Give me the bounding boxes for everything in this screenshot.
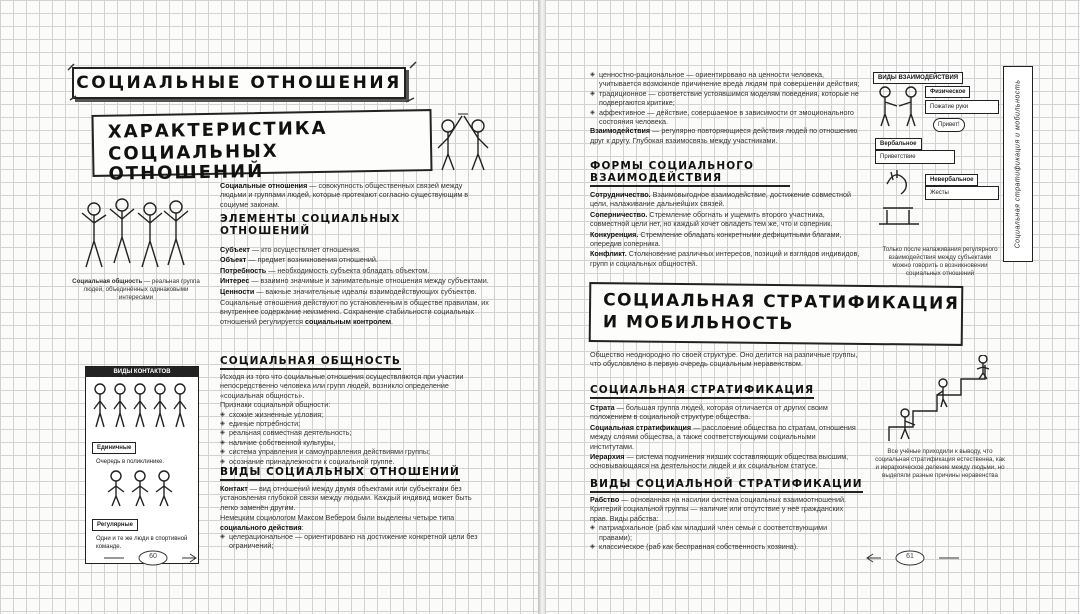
weber-paragraph	[220, 513, 490, 532]
verbal-text: Приветствие	[875, 150, 955, 164]
weber-term: социального действия	[220, 522, 302, 532]
stability-end: .	[391, 316, 394, 326]
form-text: Стремление обогнать и ущемить второго участника, совместной цели нет, но каждый хочет овладеть тем же, что и соперник.	[590, 209, 833, 229]
interaction-illustration	[873, 84, 925, 234]
strat-term: Социальная стратификация	[590, 422, 692, 432]
slavery-type-item: ◈ патриархальное (раб как младший член семьи с соответствующими правами);	[590, 523, 860, 542]
element-term: Субъект	[220, 245, 250, 254]
nonverbal-text: Жесты	[925, 186, 999, 200]
strat-item	[590, 452, 860, 471]
weber-item: ◈ целерациональное — ориентировано на достижение конкретной цели без ограничений;	[220, 532, 490, 551]
community-illustration	[72, 197, 200, 275]
contacts-panel	[85, 366, 199, 564]
sign-item: ◈ осознание принадлежности к социальной группе.	[220, 457, 490, 466]
form-text: Столкновение различных интересов, позиций и взглядов индивидов, групп и социальных общностей.	[590, 249, 860, 268]
sign-item: ◈ единые потребности;	[220, 419, 490, 428]
speech-bubble: Привет!	[933, 118, 965, 132]
forms-list	[590, 190, 860, 268]
element-text: — кто осуществляет отношения.	[249, 245, 361, 254]
form-item	[590, 230, 860, 249]
strat-text: — система подчинения низших составляющих общества высшим, основывающаяся на деятельности людей и их социальном статусе.	[590, 452, 849, 471]
slavery-types-list	[590, 523, 860, 551]
interaction-term: Взаимодействия	[590, 126, 651, 136]
form-term: Конкуренция.	[590, 229, 639, 239]
contact-text: — вид отношений между двумя объектами или субъектами без установления глубокой связи между людьми. Каждый индивид может быть легко заменён другим.	[220, 484, 472, 512]
high-five-illustration	[428, 112, 498, 174]
queue-illustration	[86, 381, 194, 431]
sign-item: ◈ наличие собственной культуры,	[220, 438, 490, 447]
single-contact-text: Очередь в поликлинике.	[92, 456, 192, 468]
side-tab	[1003, 66, 1033, 262]
strat-text: — расслоение общества по стратам, отношения между слоями общества, а также соответствующими социальными институтами.	[590, 422, 856, 451]
community-text: Исходя из того что социальные отношения осуществляются при участии непосредственно человека или групп людей, возникло определение «социальная общность».	[220, 372, 464, 400]
strat-item	[590, 423, 860, 451]
right-page	[545, 0, 1080, 614]
community-section	[220, 372, 490, 466]
element-text: — взаимно значимые и занимательные отношения между субъектами.	[249, 276, 489, 286]
element-item	[220, 245, 490, 254]
team-illustration	[86, 468, 194, 508]
element-item	[220, 255, 490, 264]
contacts-box-title: ВИДЫ КОНТАКТОВ	[86, 367, 198, 377]
elements-list	[220, 245, 490, 326]
strat-item	[590, 403, 860, 422]
sign-item: ◈ система управления и самоуправления действиями группы;	[220, 447, 490, 456]
element-item	[220, 266, 490, 275]
elements-heading: ЭЛЕМЕНТЫ СОЦИАЛЬНЫХ ОТНОШЕНИЙ	[220, 213, 401, 237]
society-paragraph: Общество неоднородно по своей структуре. Оно делится на различные группы, что обусловлено в первую очередь социальным неравенством.	[590, 350, 858, 369]
interaction-text: — регулярно повторяющиеся действия людей по отношению друг к другу. Глубокая взаимосвязь между участниками.	[590, 126, 858, 145]
caption-text: — реальная группа людей, объединённых одинаковыми интересами	[83, 278, 200, 301]
action-type-item: ◈ аффективное — действие, совершаемое в зависимости от эмоционального состояния человека.	[590, 108, 860, 127]
form-term: Сотрудничество.	[590, 190, 651, 199]
action-types-list	[590, 70, 860, 126]
nonverbal-label: Невербальное	[925, 174, 978, 186]
strat-list	[590, 403, 860, 471]
single-contact-label: Единичные	[92, 442, 136, 454]
slavery-type-item: ◈ классическое (раб как бесправная собственность хозяина).	[590, 542, 860, 551]
intro-term: Социальные отношения	[220, 181, 308, 190]
kinds-section	[590, 495, 860, 551]
banner-scribble	[60, 60, 420, 105]
element-term: Интерес	[220, 276, 250, 286]
element-text: — предмет возникновения отношений.	[246, 255, 378, 265]
stability-term: социальным контролем	[305, 316, 392, 326]
strat-title-line2: И МОБИЛЬНОСТЬ	[602, 312, 794, 335]
form-text: Взаимовыгодное взаимодействие, достижение совместной цели, налаживание дальнейших связей.	[590, 190, 851, 209]
top-bullets	[590, 70, 860, 145]
sign-item: ◈ схожие жизненные условия;	[220, 410, 490, 419]
types-section	[220, 484, 490, 551]
slavery-text: — основанная на насилии система социальных взаимоотношений. Критерий социальной группы — наличие или отсутствие у неё гражданских прав. Виды рабства:	[590, 495, 846, 523]
caption-term: Социальная общность	[72, 278, 143, 285]
strat-text: — большая группа людей, которая отличается от других своим положением в социальной структуре общества.	[590, 403, 828, 422]
intro-paragraph	[220, 181, 490, 209]
stability-paragraph	[220, 298, 490, 326]
form-item	[590, 190, 860, 209]
main-title: СОЦИАЛЬНЫЕ ОТНОШЕНИЯ	[76, 73, 402, 93]
chapter-title-line1: ХАРАКТЕРИСТИКА	[107, 117, 328, 143]
chapter-title-line2: СОЦИАЛЬНЫХ ОТНОШЕНИЙ	[107, 140, 279, 185]
element-term: Потребность	[220, 265, 267, 275]
weber-end: :	[301, 522, 304, 532]
stairs-illustration	[885, 355, 1005, 445]
signs-label: Признаки социальной общности:	[220, 400, 331, 410]
strat-title-line1: СОЦИАЛЬНАЯ СТРАТИФИКАЦИЯ	[603, 290, 960, 314]
signs-list	[220, 410, 490, 466]
side-tab-text: Социальная стратификация и мобильность	[1014, 79, 1022, 249]
form-term: Соперничество.	[590, 209, 648, 219]
interaction-caption: Только после налаживания регулярного взаимодействия между субъектами можно говорить о возникновении социальных отношений	[882, 246, 998, 277]
community-heading: СОЦИАЛЬНАЯ ОБЩНОСТЬ	[220, 355, 401, 370]
element-term: Объект	[220, 255, 247, 265]
community-caption	[70, 278, 202, 302]
intro-text: — совокупность общественных связей между людьми и группами людей, которые протекают согласно существующим в социуме законам.	[220, 181, 469, 209]
element-term: Ценности	[220, 286, 255, 296]
interactions-panel	[873, 66, 1000, 244]
interaction-paragraph	[590, 126, 860, 145]
action-type-item: ◈ традиционное — соответствие устоявшимся моделям поведения, которые не подвергаются критике;	[590, 89, 860, 108]
form-item	[590, 249, 860, 268]
action-type-item: ◈ ценностно-рациональное — ориентировано на ценности человека, учитывается возможное причинение вреда людям при совершении действия;	[590, 70, 860, 89]
physical-label: Физическое	[925, 86, 970, 98]
forms-heading: ФОРМЫ СОЦИАЛЬНОГО ВЗАИМОДЕЙСТВИЯ	[590, 160, 790, 187]
regular-contact-text: Одни и те же люди в спортивной команде.	[92, 533, 192, 553]
element-text: — важные значительные идеалы взаимодействующих субъектов.	[254, 286, 477, 296]
form-item	[590, 210, 860, 229]
form-text: Стремление обладать конкретными дефицитными благами, опередив соперника.	[590, 229, 842, 249]
left-page-number: 60	[149, 553, 157, 560]
verbal-label: Вербальное	[875, 138, 922, 150]
element-item	[220, 276, 490, 285]
physical-text: Пожатие руки	[925, 100, 999, 114]
weber-list	[220, 532, 490, 551]
kinds-heading: ВИДЫ СОЦИАЛЬНОЙ СТРАТИФИКАЦИИ	[590, 478, 863, 493]
stability-text: Социальные отношения действуют по установленным в обществе правилам, их внутреннее содержание неизменно. Сохранение стабильности социальных отношений регулируется	[220, 298, 489, 326]
contact-paragraph	[220, 484, 490, 512]
form-term: Конфликт.	[590, 249, 627, 259]
strat-term: Страта	[590, 403, 615, 412]
strat-title-banner	[589, 282, 964, 346]
strat-caption: Все учёные приходили к выводу, что социальная стратификация естественна, как и иерархическое деление между людьми, но выделяли разные причины неравенства	[875, 448, 1005, 479]
chapter-title-banner	[91, 109, 432, 185]
strat-heading: СОЦИАЛЬНАЯ СТРАТИФИКАЦИЯ	[590, 384, 814, 399]
contact-term: Контакт	[220, 484, 248, 493]
regular-contact-label: Регулярные	[92, 519, 138, 531]
element-text: — необходимость субъекта обладать объектом.	[266, 265, 430, 275]
sign-item: ◈ реальная совместная деятельность;	[220, 428, 490, 437]
strat-term: Иерархия	[590, 452, 625, 462]
element-item	[220, 287, 490, 296]
types-heading: ВИДЫ СОЦИАЛЬНЫХ ОТНОШЕНИЙ	[220, 466, 460, 481]
slavery-paragraph	[590, 495, 860, 523]
slavery-term: Рабство	[590, 495, 620, 504]
right-page-number: 61	[906, 553, 914, 560]
interactions-box-title: ВИДЫ ВЗАИМОДЕЙСТВИЯ	[873, 72, 963, 84]
weber-text: Немецким социологом Максом Вебером были выделены четыре типа	[220, 513, 455, 523]
